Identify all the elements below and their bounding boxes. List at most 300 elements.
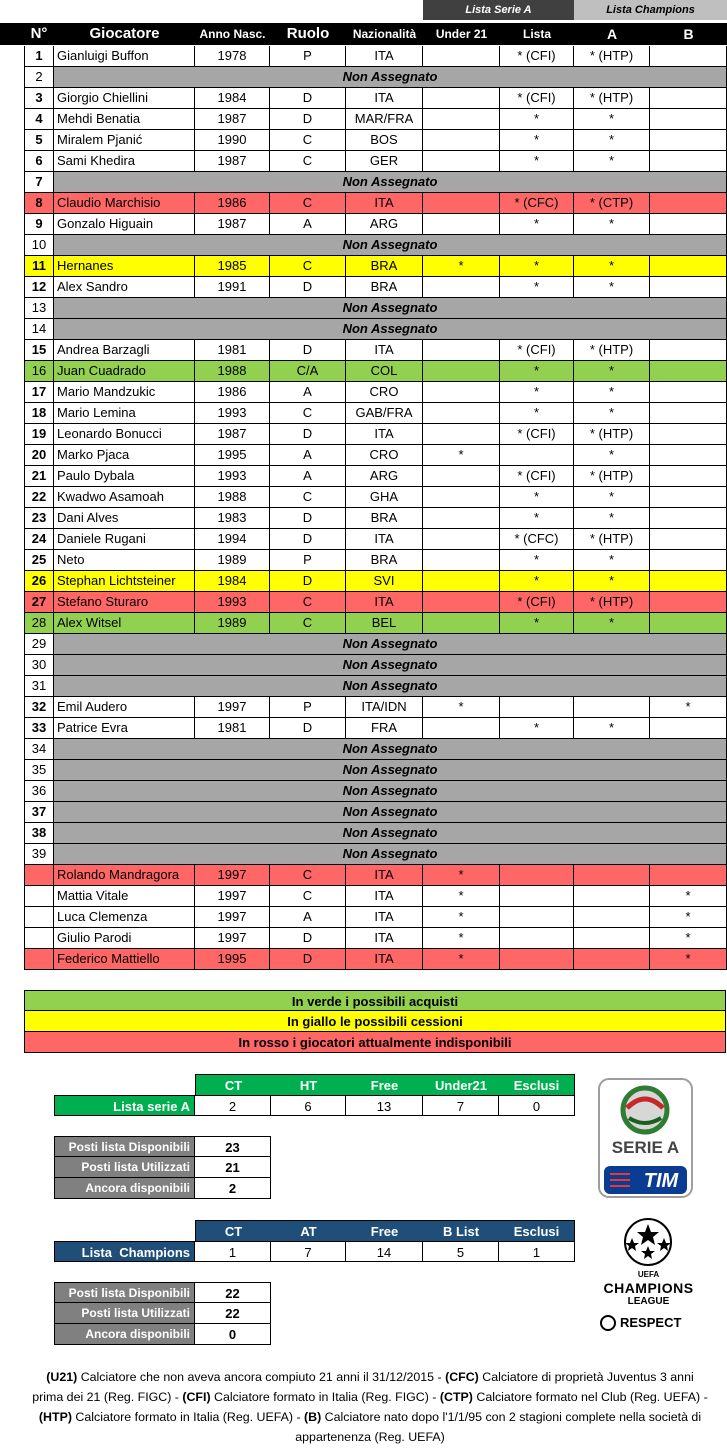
col-role: Ruolo [270, 23, 346, 45]
cell-nationality: BRA [346, 508, 423, 529]
cell-nationality: COL [346, 361, 423, 382]
unassigned-cell: Non Assegnato [54, 67, 727, 88]
cl-value-blist: 5 [423, 1241, 499, 1262]
cell-champions-a: * (HTP) [574, 592, 650, 613]
cell-player-name: Stefano Sturaro [54, 592, 195, 613]
cell-champions-b [650, 214, 727, 235]
cell-number: 13 [24, 298, 54, 319]
col-a: A [574, 23, 650, 45]
table-row [0, 508, 727, 529]
cell-under21 [423, 361, 500, 382]
cell-champions-b [650, 130, 727, 151]
cl-value-at: 7 [271, 1241, 346, 1262]
cell-champions-a [574, 697, 650, 718]
table-row [0, 466, 727, 487]
cell-player-name: Claudio Marchisio [54, 193, 195, 214]
cell-champions-b [650, 718, 727, 739]
sa-header-free: Free [346, 1074, 423, 1095]
cell-under21: * [423, 445, 500, 466]
cell-lista: * (CFI) [500, 466, 574, 487]
cell-role: C [270, 403, 346, 424]
cell-champions-b [650, 508, 727, 529]
cell-number: 22 [24, 487, 54, 508]
cell-role: D [270, 949, 346, 970]
footnote-code: (HTP) [38, 1410, 72, 1424]
cell-nationality: ITA/IDN [346, 697, 423, 718]
col-lista: Lista [500, 23, 574, 45]
cell-birth-year: 1988 [195, 487, 270, 508]
footnote-code: (CFC) [445, 1370, 479, 1384]
cell-champions-b: * [650, 886, 727, 907]
cell-champions-a: * [574, 214, 650, 235]
cell-lista: * [500, 256, 574, 277]
cell-nationality: ITA [346, 340, 423, 361]
cell-under21: * [423, 886, 500, 907]
cell-champions-b [650, 256, 727, 277]
cell-under21 [423, 151, 500, 172]
cell-nationality: BRA [346, 277, 423, 298]
cell-player-name: Alex Witsel [54, 613, 195, 634]
cell-lista [500, 928, 574, 949]
cell-number [24, 907, 54, 928]
cell-under21 [423, 571, 500, 592]
unassigned-cell: Non Assegnato [54, 235, 727, 256]
cell-lista: * [500, 487, 574, 508]
cell-champions-a: * (HTP) [574, 46, 650, 67]
cell-number: 11 [24, 256, 54, 277]
cell-champions-b: * [650, 928, 727, 949]
cell-champions-a: * [574, 445, 650, 466]
cell-number: 6 [24, 151, 54, 172]
respect-icon [600, 1315, 616, 1331]
cell-champions-a [574, 928, 650, 949]
table-row [0, 256, 727, 277]
cl-value-ct: 1 [195, 1241, 271, 1262]
cell-number: 18 [24, 403, 54, 424]
cell-champions-b [650, 529, 727, 550]
cell-nationality: BRA [346, 256, 423, 277]
cell-lista: * (CFC) [500, 193, 574, 214]
cell-number: 24 [24, 529, 54, 550]
cell-lista: * [500, 277, 574, 298]
cell-number: 21 [24, 466, 54, 487]
cell-role: D [270, 529, 346, 550]
footnote-text: Calciatore formato in Italia (Reg. UEFA) - [71, 1410, 305, 1424]
sa-value-free: 13 [346, 1095, 423, 1116]
cell-player-name: Dani Alves [54, 508, 195, 529]
footnote-text: Calciatore di proprietà Juventus 3 anni prima dei 21 (Reg. FIGC) - [32, 1370, 694, 1404]
cell-champions-b: * [650, 949, 727, 970]
cell-under21 [423, 109, 500, 130]
cell-number: 37 [24, 802, 54, 823]
cell-lista: * (CFI) [500, 46, 574, 67]
table-row [0, 844, 727, 865]
cell-number: 1 [24, 46, 54, 67]
serie-a-logo-text: SERIE A [611, 1138, 680, 1157]
footnote-code: (CTP) [439, 1390, 473, 1404]
cell-number: 9 [24, 214, 54, 235]
cell-number: 5 [24, 130, 54, 151]
cell-birth-year: 1986 [195, 193, 270, 214]
unassigned-cell: Non Assegnato [54, 823, 727, 844]
sa-value-ct: 2 [195, 1095, 271, 1116]
sa-header-ht: HT [271, 1074, 346, 1095]
cell-under21: * [423, 907, 500, 928]
cell-lista [500, 886, 574, 907]
table-row [0, 88, 727, 109]
unassigned-cell: Non Assegnato [54, 844, 727, 865]
cell-number: 25 [24, 550, 54, 571]
cell-number: 12 [24, 277, 54, 298]
cell-player-name: Daniele Rugani [54, 529, 195, 550]
cell-under21 [423, 46, 500, 67]
cell-birth-year: 1985 [195, 256, 270, 277]
cell-number: 20 [24, 445, 54, 466]
cell-role: A [270, 466, 346, 487]
table-row [0, 214, 727, 235]
cell-birth-year: 1987 [195, 424, 270, 445]
cell-role: D [270, 718, 346, 739]
sa-value-esclusi: 0 [499, 1095, 575, 1116]
table-row [0, 109, 727, 130]
cell-nationality: ITA [346, 46, 423, 67]
cell-player-name: Mario Mandzukic [54, 382, 195, 403]
cell-nationality: ITA [346, 88, 423, 109]
cell-role: C [270, 613, 346, 634]
cell-number: 26 [24, 571, 54, 592]
cell-champions-a [574, 949, 650, 970]
table-row [0, 739, 727, 760]
cell-birth-year: 1981 [195, 718, 270, 739]
cell-number [24, 949, 54, 970]
cl-label: Lista Champions [54, 1241, 195, 1262]
cell-player-name: Andrea Barzagli [54, 340, 195, 361]
cell-number: 15 [24, 340, 54, 361]
cell-player-name: Patrice Evra [54, 718, 195, 739]
table-row [0, 235, 727, 256]
cell-champions-b [650, 109, 727, 130]
cell-number: 31 [24, 676, 54, 697]
cell-player-name: Alex Sandro [54, 277, 195, 298]
cell-nationality: ITA [346, 949, 423, 970]
cl-value-free: 14 [346, 1241, 423, 1262]
cell-champions-b [650, 193, 727, 214]
league-text: LEAGUE [627, 1296, 670, 1307]
cell-role: A [270, 907, 346, 928]
cell-champions-a: * [574, 508, 650, 529]
cell-champions-a: * [574, 487, 650, 508]
cell-birth-year: 1983 [195, 508, 270, 529]
champions-league-logo [596, 1216, 701, 1346]
cell-number: 29 [24, 634, 54, 655]
cell-birth-year: 1993 [195, 592, 270, 613]
cell-number: 27 [24, 592, 54, 613]
cell-champions-a: * (CTP) [574, 193, 650, 214]
table-row [0, 949, 727, 970]
cell-under21 [423, 592, 500, 613]
cell-nationality: CRO [346, 382, 423, 403]
sa-value-ht: 6 [271, 1095, 346, 1116]
col-under21: Under 21 [423, 23, 500, 45]
cell-role: D [270, 340, 346, 361]
cell-role: C [270, 256, 346, 277]
table-row [0, 193, 727, 214]
table-row [0, 781, 727, 802]
cell-player-name: Neto [54, 550, 195, 571]
cell-lista: * [500, 361, 574, 382]
cell-number [24, 928, 54, 949]
cell-champions-a [574, 886, 650, 907]
cell-lista [500, 865, 574, 886]
cell-champions-a: * (HTP) [574, 424, 650, 445]
cl-header-blist: B List [423, 1220, 499, 1241]
cell-birth-year: 1995 [195, 445, 270, 466]
col-nationality: Nazionalità [346, 23, 423, 45]
table-row [0, 403, 727, 424]
cell-birth-year: 1997 [195, 928, 270, 949]
unassigned-cell: Non Assegnato [54, 739, 727, 760]
cell-role: A [270, 445, 346, 466]
cell-champions-a: * [574, 403, 650, 424]
table-row [0, 319, 727, 340]
cell-champions-b [650, 361, 727, 382]
cell-under21: * [423, 865, 500, 886]
cell-nationality: ITA [346, 907, 423, 928]
cell-champions-b [650, 487, 727, 508]
table-row [0, 445, 727, 466]
cell-player-name: Leonardo Bonucci [54, 424, 195, 445]
cell-lista: * [500, 130, 574, 151]
cell-champions-a: * [574, 151, 650, 172]
col-player: Giocatore [54, 23, 195, 45]
cell-champions-a: * [574, 277, 650, 298]
cell-champions-a: * [574, 718, 650, 739]
cell-under21 [423, 193, 500, 214]
cell-birth-year: 1986 [195, 382, 270, 403]
cell-nationality: GHA [346, 487, 423, 508]
respect-text: RESPECT [620, 1315, 682, 1330]
col-b: B [650, 23, 727, 45]
cell-champions-a [574, 865, 650, 886]
cell-nationality: ITA [346, 928, 423, 949]
cell-champions-b [650, 403, 727, 424]
table-row [0, 928, 727, 949]
cell-number: 38 [24, 823, 54, 844]
cell-number: 8 [24, 193, 54, 214]
cell-lista: * (CFI) [500, 340, 574, 361]
cell-birth-year: 1997 [195, 865, 270, 886]
cell-lista [500, 907, 574, 928]
cl-header-esclusi: Esclusi [499, 1220, 575, 1241]
cell-under21 [423, 277, 500, 298]
cl-slots-used-value: 22 [195, 1303, 271, 1324]
cell-role: D [270, 928, 346, 949]
legend-green: In verde i possibili acquisti [24, 990, 726, 1011]
cell-role: C/A [270, 361, 346, 382]
cell-birth-year: 1997 [195, 697, 270, 718]
cl-header-free: Free [346, 1220, 423, 1241]
cell-lista [500, 949, 574, 970]
unassigned-cell: Non Assegnato [54, 760, 727, 781]
cell-champions-b [650, 340, 727, 361]
cell-nationality: ITA [346, 529, 423, 550]
footnote-code: (B) [304, 1410, 322, 1424]
cell-under21: * [423, 256, 500, 277]
table-row [0, 361, 727, 382]
cell-under21 [423, 487, 500, 508]
footnote-text: Calciatore formato in Italia (Reg. FIGC) - [210, 1390, 440, 1404]
sa-header-under21: Under21 [423, 1074, 499, 1095]
cell-birth-year: 1991 [195, 277, 270, 298]
cell-role: D [270, 277, 346, 298]
serie-a-tim-logo [598, 1078, 693, 1198]
table-row [0, 529, 727, 550]
table-row [0, 571, 727, 592]
cl-slots-used-label: Posti lista Utilizzati [54, 1303, 195, 1324]
legend-red: In rosso i giocatori attualmente indisponibili [24, 1032, 726, 1053]
col-birth-year: Anno Nasc. [195, 23, 270, 45]
cell-birth-year: 1981 [195, 340, 270, 361]
cell-birth-year: 1989 [195, 550, 270, 571]
cell-champions-b: * [650, 907, 727, 928]
cell-champions-b [650, 865, 727, 886]
cell-champions-a: * [574, 613, 650, 634]
cl-slots-available-label: Posti lista Disponibili [54, 1282, 195, 1303]
cell-under21: * [423, 697, 500, 718]
table-row [0, 802, 727, 823]
cl-slots-remaining-label: Ancora disponibili [54, 1324, 195, 1345]
sa-label: Lista serie A [54, 1095, 195, 1116]
cell-under21 [423, 529, 500, 550]
cell-nationality: ITA [346, 886, 423, 907]
cell-nationality: ITA [346, 424, 423, 445]
table-row [0, 67, 727, 88]
cell-lista: * [500, 151, 574, 172]
cell-champions-a: * (HTP) [574, 466, 650, 487]
table-row [0, 886, 727, 907]
cell-champions-a: * (HTP) [574, 340, 650, 361]
cell-number: 17 [24, 382, 54, 403]
cell-player-name: Juan Cuadrado [54, 361, 195, 382]
cell-birth-year: 1988 [195, 361, 270, 382]
cell-role: A [270, 214, 346, 235]
cell-player-name: Gonzalo Higuain [54, 214, 195, 235]
cell-lista: * (CFI) [500, 424, 574, 445]
cell-player-name: Emil Audero [54, 697, 195, 718]
group-champions: Lista Champions [574, 0, 727, 20]
footnote [30, 1367, 710, 1447]
group-serie-a: Lista Serie A [423, 0, 574, 20]
cell-under21 [423, 466, 500, 487]
cell-champions-b [650, 277, 727, 298]
cell-number: 39 [24, 844, 54, 865]
unassigned-cell: Non Assegnato [54, 298, 727, 319]
cell-player-name: Sami Khedira [54, 151, 195, 172]
cell-nationality: BEL [346, 613, 423, 634]
footnote-code: (CFI) [182, 1390, 211, 1404]
table-row [0, 676, 727, 697]
cell-number: 4 [24, 109, 54, 130]
sa-slots-used-label: Posti lista Utilizzati [54, 1157, 195, 1178]
starball-icon [596, 1216, 701, 1272]
table-row [0, 697, 727, 718]
cell-lista: * (CFC) [500, 529, 574, 550]
cell-player-name: Rolando Mandragora [54, 865, 195, 886]
cell-champions-a [574, 907, 650, 928]
cell-champions-b [650, 571, 727, 592]
cl-header-at: AT [271, 1220, 346, 1241]
table-row [0, 907, 727, 928]
cell-number: 33 [24, 718, 54, 739]
cell-role: P [270, 46, 346, 67]
cell-birth-year: 1995 [195, 949, 270, 970]
table-row [0, 340, 727, 361]
cell-number: 32 [24, 697, 54, 718]
cell-player-name: Gianluigi Buffon [54, 46, 195, 67]
footnote-text: Calciatore nato dopo l'1/1/95 con 2 stagioni complete nella società di appartenenza (Reg. UEFA) [295, 1410, 702, 1444]
sa-value-under21: 7 [423, 1095, 499, 1116]
cell-birth-year: 1993 [195, 403, 270, 424]
table-row [0, 151, 727, 172]
cell-nationality: CRO [346, 445, 423, 466]
cell-birth-year: 1993 [195, 466, 270, 487]
legend-yellow: In giallo le possibili cessioni [24, 1011, 726, 1032]
cl-slots-available-value: 22 [195, 1282, 271, 1303]
cell-lista: * [500, 403, 574, 424]
cell-champions-b [650, 466, 727, 487]
cell-lista [500, 445, 574, 466]
cell-nationality: FRA [346, 718, 423, 739]
cell-nationality: GAB/FRA [346, 403, 423, 424]
cell-player-name: Mario Lemina [54, 403, 195, 424]
sa-slots-remaining-label: Ancora disponibili [54, 1178, 195, 1199]
cell-number [24, 865, 54, 886]
cell-number: 16 [24, 361, 54, 382]
cell-champions-b [650, 592, 727, 613]
cell-under21 [423, 130, 500, 151]
cell-number: 35 [24, 760, 54, 781]
cell-number: 19 [24, 424, 54, 445]
unassigned-cell: Non Assegnato [54, 802, 727, 823]
table-row [0, 298, 727, 319]
sa-slots-remaining-value: 2 [195, 1178, 271, 1199]
uefa-text: UEFA [637, 1270, 660, 1279]
cell-under21 [423, 508, 500, 529]
cell-champions-b [650, 46, 727, 67]
cell-number: 28 [24, 613, 54, 634]
cell-number: 7 [24, 172, 54, 193]
cell-nationality: ITA [346, 193, 423, 214]
cell-birth-year: 1987 [195, 109, 270, 130]
cell-number: 36 [24, 781, 54, 802]
table-row [0, 760, 727, 781]
table-row [0, 130, 727, 151]
cell-role: C [270, 193, 346, 214]
unassigned-cell: Non Assegnato [54, 781, 727, 802]
footnote-text: Calciatore che non aveva ancora compiuto 21 anni il 31/12/2015 - [77, 1370, 446, 1384]
cell-lista: * [500, 571, 574, 592]
table-row [0, 865, 727, 886]
cell-role: D [270, 424, 346, 445]
cell-lista: * [500, 508, 574, 529]
cell-role: C [270, 865, 346, 886]
cell-lista: * [500, 550, 574, 571]
cell-player-name: Miralem Pjanić [54, 130, 195, 151]
cell-lista: * [500, 718, 574, 739]
table-row [0, 718, 727, 739]
cl-value-esclusi: 1 [499, 1241, 575, 1262]
cell-birth-year: 1994 [195, 529, 270, 550]
